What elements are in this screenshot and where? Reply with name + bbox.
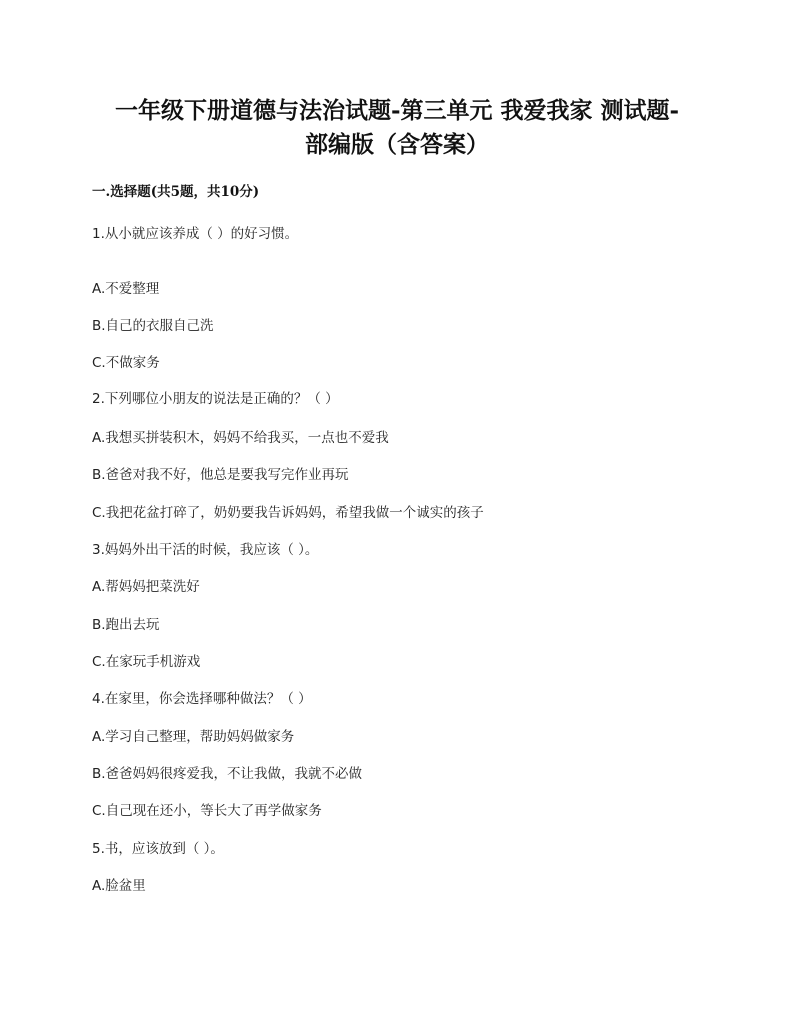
question-3-option-a: A.帮妈妈把菜洗好 [92,579,200,595]
question-1-option-b: B.自己的衣服自己洗 [92,318,214,334]
document-title-line-1: 一年级下册道德与法治试题-第三单元 我爱我家 测试题- [114,97,680,124]
question-2-option-c: C.我把花盆打碎了，奶奶要我告诉妈妈，希望我做一个诚实的孩子 [92,505,484,521]
question-4-option-b: B.爸爸妈妈很疼爱我，不让我做，我就不必做 [92,766,363,782]
question-2-option-a: A.我想买拼装积木，妈妈不给我买，一点也不爱我 [92,430,389,446]
question-4-option-c: C.自己现在还小，等长大了再学做家务 [92,803,322,819]
question-3-stem: 3.妈妈外出干活的时候，我应该（ ）。 [92,542,319,558]
question-3-option-b: B.跑出去玩 [92,617,160,633]
document-title-line-2: 部编版（含答案） [305,131,489,158]
question-4-stem: 4.在家里，你会选择哪种做法？（ ） [92,691,312,707]
question-5-option-a: A.脸盆里 [92,878,146,894]
question-2-option-b: B.爸爸对我不好，他总是要我写完作业再玩 [92,467,349,483]
section-heading: 一.选择题(共5题，共10分) [92,184,260,200]
question-4-option-a: A.学习自己整理，帮助妈妈做家务 [92,729,295,745]
question-2-stem: 2.下列哪位小朋友的说法是正确的？（ ） [92,391,339,407]
question-5-stem: 5.书，应该放到（ ）。 [92,841,224,857]
question-1-stem: 1.从小就应该养成（ ）的好习惯。 [92,226,299,242]
question-1-option-c: C.不做家务 [92,355,160,371]
question-1-option-a: A.不爱整理 [92,281,160,297]
question-3-option-c: C.在家玩手机游戏 [92,654,201,670]
